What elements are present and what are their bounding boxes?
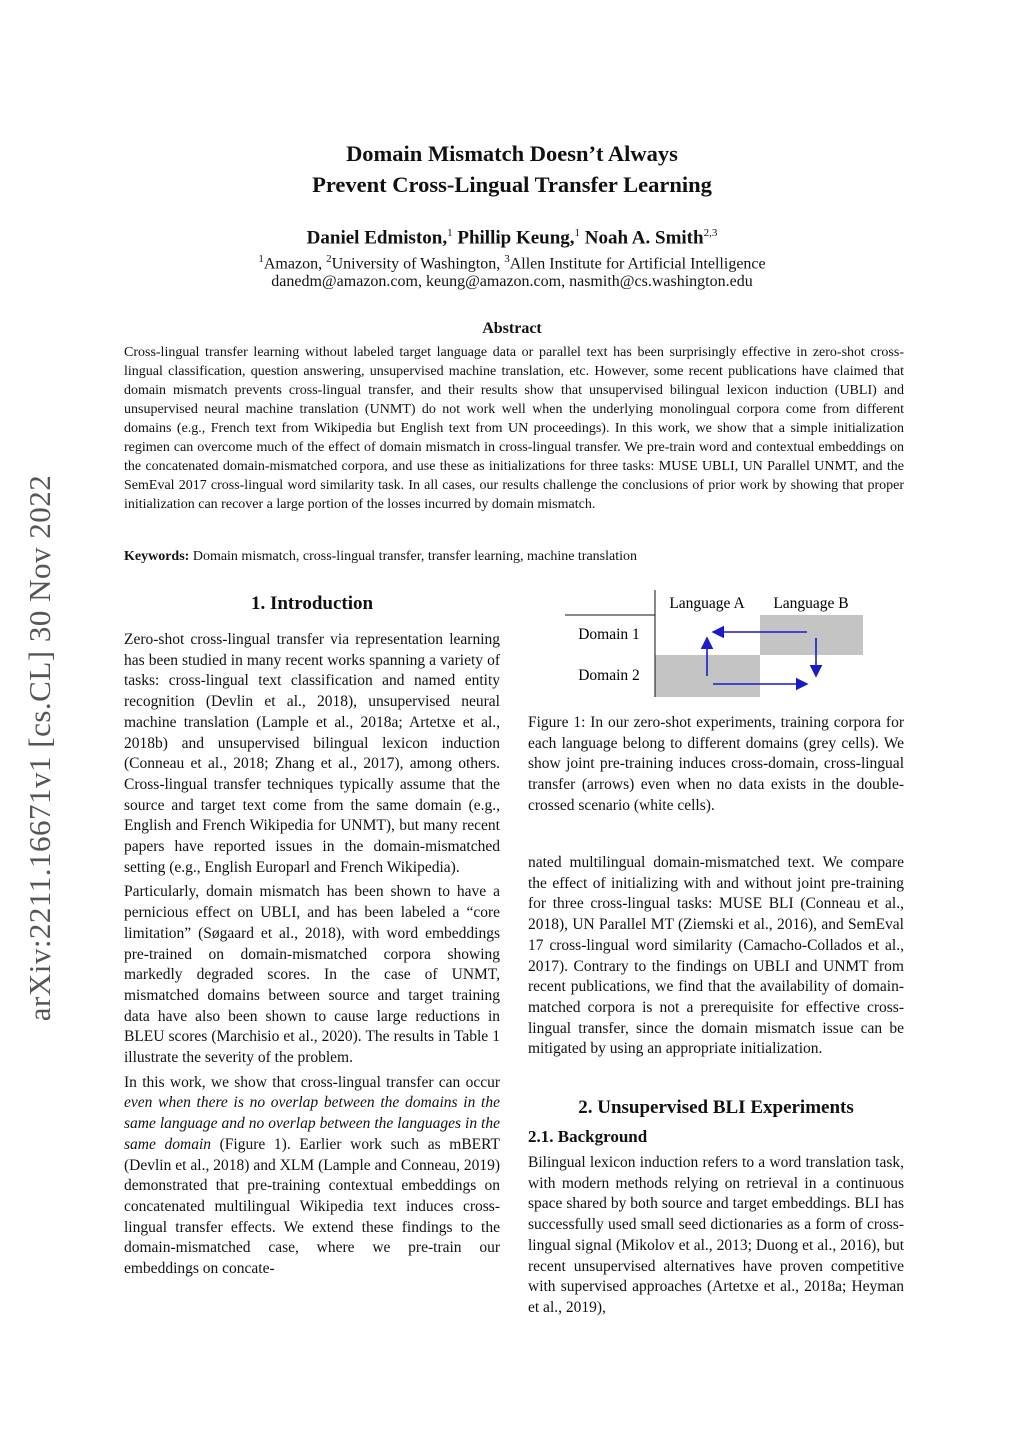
affil-1: Amazon, — [263, 255, 327, 273]
background-paragraph-1: Bilingual lexicon induction refers to a word translation task, with modern methods relying on retrieval in a continuous space shared by both source and target embeddings. BLI has successfully used small seed dictionaries as a form of cross-lingual signal (Mikolov et al., 2013; Duong et al., 2016), but recent unsupervised alternatives have proven competitive with supervised approaches (Artetxe et al., 2018a; Heyman et al., 2019), — [528, 1154, 904, 1316]
author-1-affil: 1 — [447, 227, 453, 239]
row-domain-2: Domain 2 — [578, 667, 640, 684]
intro-p3-start: In this work, we show that cross-lingual transfer can occur — [124, 1073, 500, 1091]
affil-3-mark: 3 — [504, 253, 510, 265]
author-3-affil: 2,3 — [703, 227, 718, 239]
author-list — [0, 227, 1024, 249]
affil-2: University of Washington, — [331, 255, 505, 273]
intro-paragraph-2: Particularly, domain mismatch has been shown to have a pernicious effect on UBLI, and has been labeled a “core limitation” (Søgaard et al., 2018), with word embeddings pre-trained on domain-mismatched corpora showing markedly degraded scores. In the case of UNMT, mismatched domains between source and target training data have also been shown to cause large reductions in BLEU scores (Marchisio et al., 2020). The results in Table 1 illustrate the severity of the problem. — [124, 883, 500, 1067]
affil-3: Allen Institute for Artificial Intelligence — [509, 255, 766, 273]
figure-1-diagram — [563, 588, 873, 698]
right-column-text — [528, 853, 904, 1064]
title-line-2: Prevent Cross-Lingual Transfer Learning — [312, 172, 712, 197]
intro-p3-end: (Figure 1). Earlier work such as mBERT (Devlin et al., 2018) and XLM (Lample and Conneau, 2019) demonstrated that pre-training contextual embeddings on concatenated multilingual Wikipedia text induces cross-lingual transfer effects. We extend these findings to the domain-mismatched case, where we pre-train our embeddings on concate- — [124, 1135, 500, 1278]
keywords-label: Keywords: — [124, 549, 190, 564]
intro-paragraph-3 — [124, 1073, 500, 1280]
arxiv-identifier: arXiv:2211.16671v1 [cs.CL] 30 Nov 2022 — [22, 474, 57, 1022]
section-1-heading: 1. Introduction — [250, 593, 374, 614]
right-paragraph-1: nated multilingual domain-mismatched text. We compare the effect of initializing with and without joint pre-training for three cross-lingual tasks: MUSE BLI (Conneau et al., 2018), UN Parallel MT (Ziemski et al., 2016), and SemEval 17 cross-lingual word similarity (Camacho-Collados et al., 2017). Contrary to the findings on UBLI and UNMT from recent publications, we find that the availability of domain-matched corpora is not a prerequisite for effective cross-lingual transfer, since the domain mismatch issue can be mitigated by using an appropriate initialization. — [528, 854, 904, 1058]
author-2-affil: 1 — [574, 227, 581, 239]
abstract-text: Cross-lingual transfer learning without labeled target language data or parallel text has been surprisingly effective in zero-shot cross-lingual classification, question answering, unsupervised machine translation, etc. However, some recent publications have claimed that domain mismatch prevents cross-lingual transfer, and their results show that unsupervised bilingual lexicon induction (UBLI) and unsupervised neural machine translation (UNMT) do not work well when the underlying monolingual corpora come from different domains (e.g., French text from Wikipedia but English text from UN proceedings). In this work, we show that a simple initialization regimen can overcome much of the effect of domain mismatch in cross-lingual transfer. We pre-train word and contextual embeddings on the concatenated domain-mismatched corpora, and use these as initializations for three tasks: MUSE UBLI, UN Parallel UNMT, and the SemEval 2017 cross-lingual word similarity task. In all cases, our results challenge the conclusions of prior work by showing that proper initialization can recover a large portion of the losses incurred by domain mismatch. — [124, 345, 904, 512]
affil-1-mark: 1 — [258, 253, 264, 265]
row-domain-1: Domain 1 — [578, 626, 640, 643]
author-3: Noah A. Smith — [584, 227, 704, 249]
title-line-1: Domain Mismatch Doesn’t Always — [346, 141, 678, 166]
section-2-heading: 2. Unsupervised BLI Experiments — [578, 1097, 854, 1118]
background-text — [528, 1153, 904, 1323]
author-1: Daniel Edmiston, — [306, 227, 448, 249]
subsection-2-1-heading: 2.1. Background — [528, 1127, 648, 1146]
abstract-heading: Abstract — [482, 320, 542, 337]
affiliations — [0, 253, 1024, 273]
paper-title — [0, 138, 1024, 200]
affil-2-mark: 2 — [326, 253, 332, 265]
keywords — [124, 549, 904, 565]
author-2: Phillip Keung, — [457, 227, 575, 249]
author-emails: danedm@amazon.com, keung@amazon.com, nasmith@cs.washington.edu — [271, 273, 753, 290]
intro-p3-emphasis: even when there is no overlap between the domains in the same language and no overlap between the languages in the same domain — [124, 1094, 500, 1153]
cell-domain1-langB — [760, 615, 863, 655]
column-language-a: Language A — [669, 595, 745, 612]
intro-text — [124, 630, 500, 1284]
column-language-b: Language B — [773, 595, 849, 612]
keywords-list: Domain mismatch, cross-lingual transfer, transfer learning, machine translation — [189, 549, 638, 564]
figure-1-caption: Figure 1: In our zero-shot experiments, training corpora for each language belong to different domains (grey cells). We show joint pre-training induces cross-domain, cross-lingual transfer (arrows) even when no data exists in the double-crossed scenario (white cells). — [528, 714, 904, 814]
intro-paragraph-1: Zero-shot cross-lingual transfer via representation learning has been studied in many recent works spanning a variety of tasks: cross-lingual text classification and named entity recognition (Devlin et al., 2018), unsupervised neural machine translation (Lample et al., 2018a; Artetxe et al., 2018b) and unsupervised bilingual lexicon induction (Conneau et al., 2018; Zhang et al., 2017), among others. Cross-lingual transfer techniques typically assume that the source and target text come from the same domain (e.g., English and French Wikipedia for UNMT), but many recent papers have reported issues in the domain-mismatched setting (e.g., English Europarl and French Wikipedia). — [124, 631, 500, 876]
